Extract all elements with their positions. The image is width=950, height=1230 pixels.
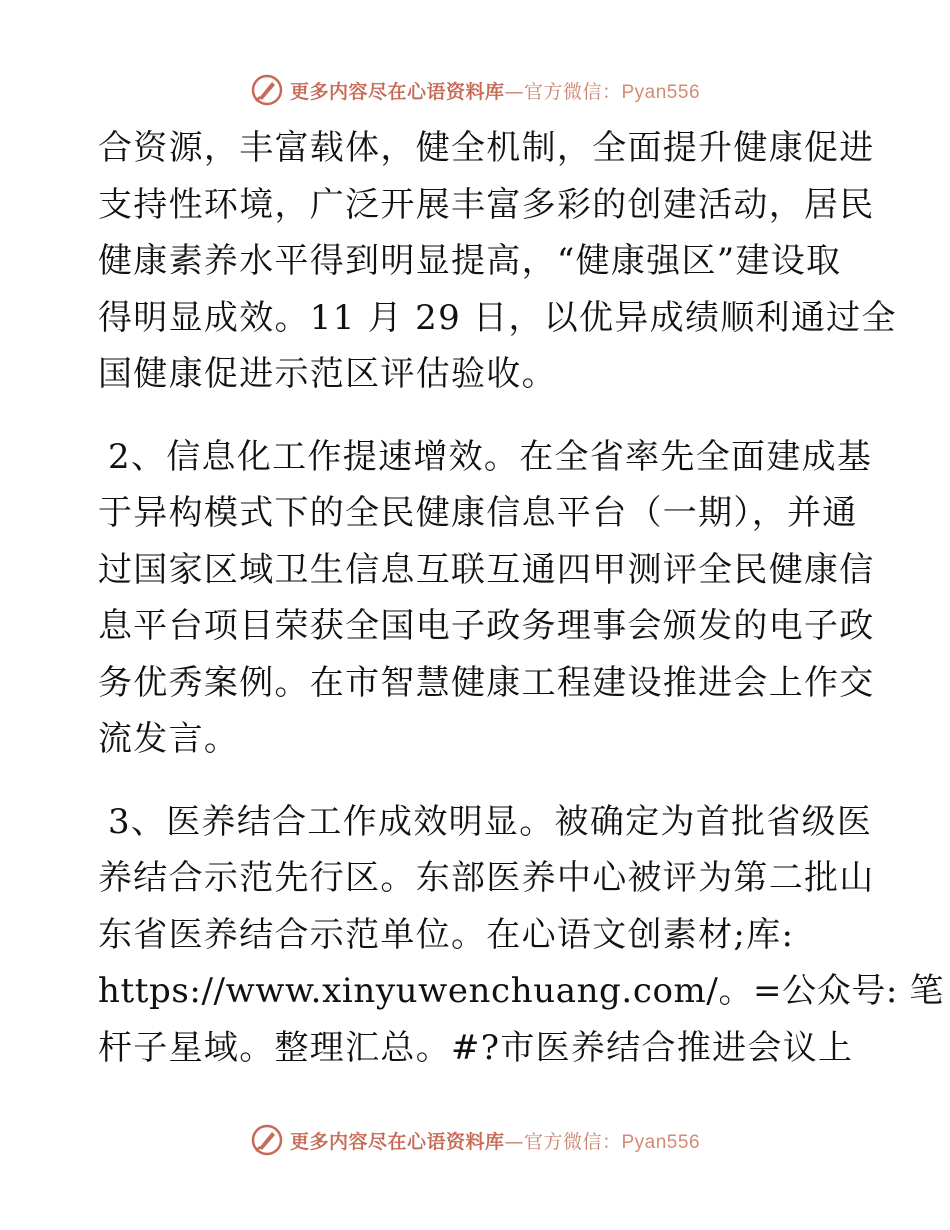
banner-dash: —: [504, 1130, 524, 1153]
header-banner: [0, 70, 950, 110]
text-line: 国健康促进示范区评估验收。: [98, 354, 557, 394]
text-line: 支持性环境，广泛开展丰富多彩的创建活动，居民: [98, 184, 875, 225]
paragraph-3: [98, 794, 944, 1077]
banner-content: [250, 73, 700, 107]
text-line: 养结合示范先行区。东部医养中心被评为第二批山: [98, 858, 875, 898]
banner-wechat-id: Pyan556: [621, 81, 701, 103]
footer-banner: [0, 1120, 950, 1160]
text-line: 健康素养水平得到明显提高，“健康强区”建设取: [98, 241, 842, 281]
text-line: https://www.xinyuwenchuang.com/。=公众号: 笔: [98, 971, 944, 1011]
banner-content: [250, 1123, 700, 1157]
banner-main-text: 更多内容尽在心语资料库: [289, 80, 505, 103]
paragraph-2: [98, 429, 875, 768]
banner-main-text: 更多内容尽在心语资料库: [289, 1130, 505, 1153]
text-line: 3、医养结合工作成效明显。被确定为首批省级医: [108, 801, 873, 842]
banner-text: [290, 77, 700, 104]
text-line: 息平台项目荣获全国电子政务理事会颁发的电子政: [98, 606, 875, 646]
text-line: 杆子星域。整理汇总。#?市医养结合推进会议上: [98, 1027, 854, 1068]
text-line: 过国家区域卫生信息互联互通四甲测评全民健康信: [98, 549, 875, 590]
banner-official-label: 官方微信：: [523, 1130, 622, 1153]
text-line: 合资源，丰富载体，健全机制，全面提升健康促进: [98, 128, 875, 168]
text-line: 流发言。: [98, 719, 240, 759]
banner-official-label: 官方微信：: [523, 80, 622, 103]
banner-wechat-id: Pyan556: [621, 1131, 701, 1153]
text-line: 于异构模式下的全民健康信息平台（一期），并通: [98, 493, 858, 533]
text-line: 务优秀案例。在市智慧健康工程建设推进会上作交: [98, 662, 875, 703]
banner-dash: —: [504, 80, 524, 103]
paragraph-1: [98, 120, 897, 403]
text-line: 得明显成效。11 月 29 日，以优异成绩顺利通过全: [98, 297, 897, 338]
feather-pen-logo-icon: [250, 1123, 284, 1157]
text-line: 东省医养结合示范单位。在心语文创素材;库:: [98, 914, 795, 955]
banner-text: [290, 1127, 700, 1154]
text-line: 2、信息化工作提速增效。在全省率先全面建成基: [108, 436, 873, 477]
feather-pen-logo-icon: [250, 73, 284, 107]
document-body: [98, 120, 944, 1102]
